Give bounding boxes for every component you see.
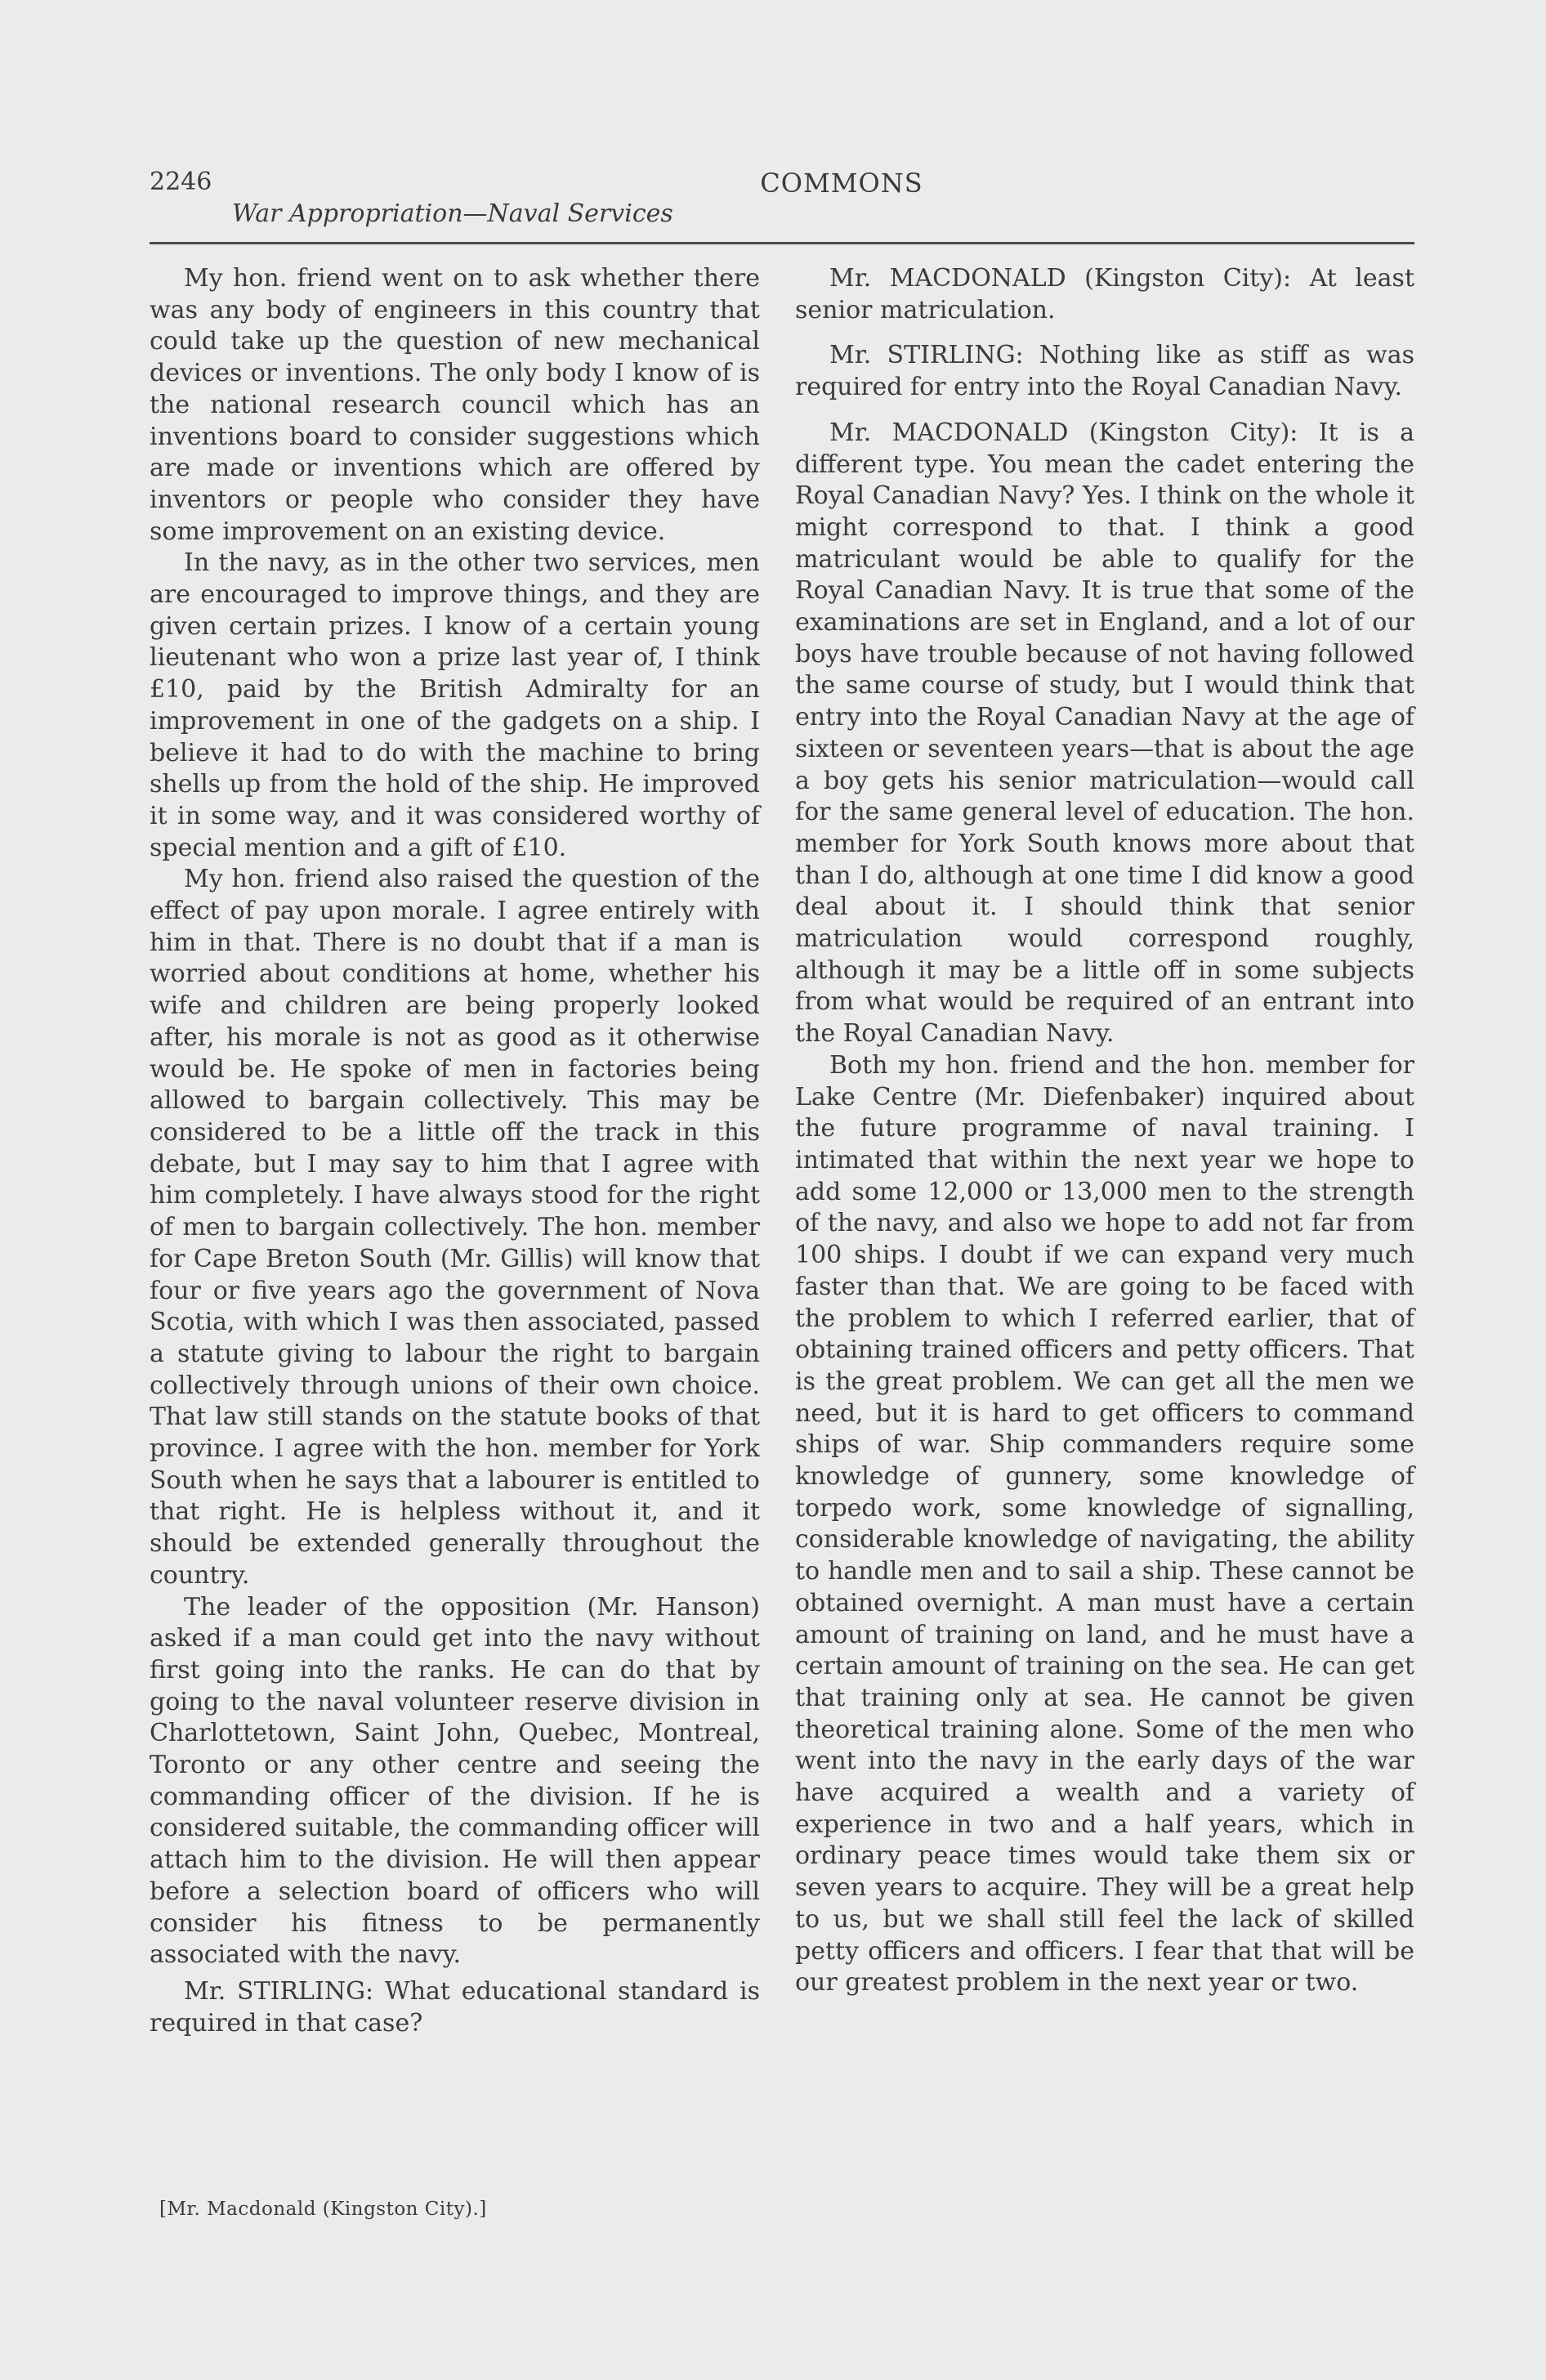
speech-macdonald-answer: Mr. MACDONALD (Kingston City): At least senior matriculation. (795, 264, 1414, 324)
page-number: 2246 (150, 168, 212, 196)
running-title: COMMONS (760, 168, 923, 199)
speech-stirling-question: Mr. STIRLING: What educational standard is required in that case? (150, 1976, 760, 2038)
paragraph-ranks: The leader of the opposition (Mr. Hanson) asked if a man could get into the navy without first going into the ranks. He can do that by going to the naval volunteer reserve division in Charlottetown, Saint John, Quebec, Montreal, Toronto or any other centre and seeing the commanding officer of the division. If he is considered suitable, the commanding officer will attach him to the division. He will then appear before a selection board of officers who will consider his fitness to be permanently associated with the navy. (150, 1592, 760, 1970)
paragraph-morale: My hon. friend also raised the question of the effect of pay upon morale. I agree entirely with him in that. There is no doubt that if a man is worried about conditions at home, whether his wife and children are being properly looked after, his morale is not as good as it otherwise would be. He spoke of men in factories being allowed to bargain collectively. This may be considered to be a little off the track in this debate, but I may say to him that I agree with him completely. I have always stood for the right of men to bargain collectively. The hon. member for Cape Breton South (Mr. Gillis) will know that four or five years ago the government of Nova Scotia, with which I was then associated, passed a statute giving to labour the right to bargain collectively through unions of their own choice. That law still stands on the statute books of that province. I agree with the hon. member for York South when he says that a labourer is entitled to that right. He is helpless without it, and it should be extended generally throughout the country. (150, 865, 760, 1590)
speech-macdonald-cadet: Mr. MACDONALD (Kingston City): It is a different type. You mean the cadet entering the Royal Canadian Navy? Yes. I think on the whole it might correspond to that. I think a good matriculant would be able to qualify for the Royal Canadian Navy. It is true that some of the examinations are set in England, and a lot of our boys have trouble because of not having followed the same course of study, but I would think that entry into the Royal Canadian Navy at the age of sixteen or seventeen years—that is about the age a boy gets his senior matriculation—would call for the same general level of education. The hon. member for York South knows more about that than I do, although at one time I did know a good deal about it. I should think that senior matriculation would correspond roughly, although it may be a little off in some subjects from what would be required of an entrant into the Royal Canadian Navy. (795, 418, 1414, 1049)
paragraph-training-programme: Both my hon. friend and the hon. member for Lake Centre (Mr. Diefenbaker) inquired about the future programme of naval training. I intimated that within the next year we hope to add some 12,000 or 13,000 men to the strength of the navy, and also we hope to add not far from 100 ships. I doubt if we can expand very much faster than that. We are going to be faced with the problem to which I referred earlier, that of obtaining trained officers and petty officers. That is the great problem. We can get all the men we need, but it is hard to get officers to command ships of war. Ship commanders require some knowledge of gunnery, some knowledge of torpedo work, some knowledge of signalling, considerable knowledge of navigating, the ability to handle men and to sail a ship. These cannot be obtained overnight. A man must have a certain amount of training on land, and he must have a certain amount of training on the sea. He can get that training only at sea. He cannot be given theoretical training alone. Some of the men who went into the navy in the early days of the war have acquired a wealth and a variety of experience in two and a half years, which in ordinary peace times would take them six or seven years to acquire. They will be a great help to us, but we shall still feel the lack of skilled petty officers and officers. I fear that that will be our greatest problem in the next year or two. (795, 1050, 1414, 1998)
paragraph-navy-prizes: In the navy, as in the other two services, men are encouraged to improve things, and they are given certain prizes. I know of a certain young lieutenant who won a prize last year of, I think £10, paid by the British Admiralty for an improvement in one of the gadgets on a ship. I believe it had to do with the machine to bring shells up from the hold of the ship. He improved it in some way, and it was considered worthy of special mention and a gift of £10. (150, 548, 760, 862)
right-column (795, 263, 1414, 1999)
speech-stirling-reply: Mr. STIRLING: Nothing like as stiff as was required for entry into the Royal Canadian Navy. (795, 341, 1414, 402)
section-title: War Appropriation—Naval Services (232, 199, 673, 228)
left-column (150, 263, 760, 2039)
header-rule (150, 242, 1414, 244)
paragraph-inventions: My hon. friend went on to ask whether there was any body of engineers in this country that could take up the question of new mechanical devices or inventions. The only body I know of is the national research council which has an inventions board to consider suggestions which are made or inventions which are offered by inventors or people who consider they have some improvement on an existing device. (150, 264, 760, 546)
speaker-footnote: [Mr. Macdonald (Kingston City).] (159, 2199, 487, 2220)
